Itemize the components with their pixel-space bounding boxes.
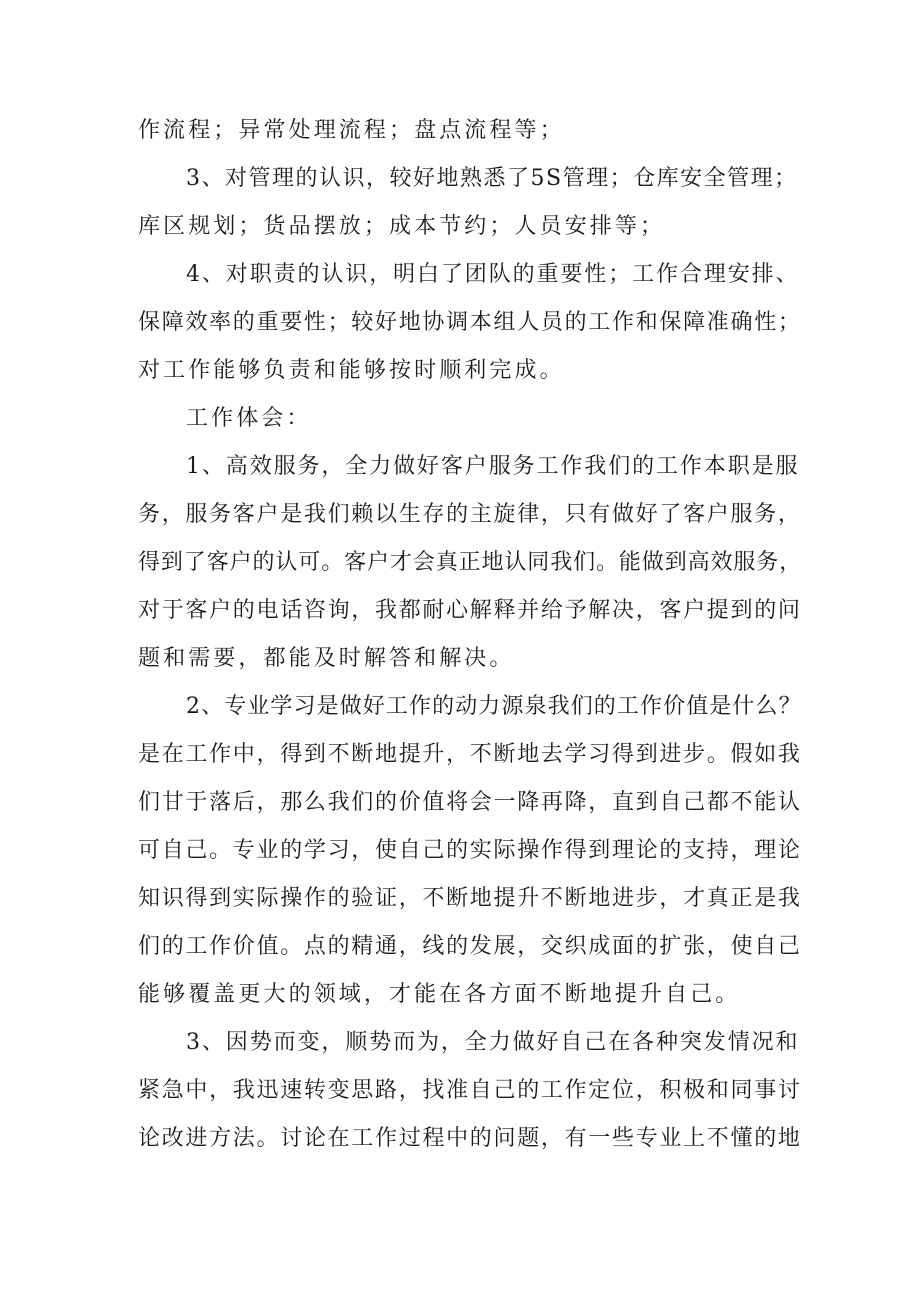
text-line: 得到了客户的认可。客户才会真正地认同我们。能做到高效服务，: [138, 550, 803, 575]
text-line: 们甘于落后，那么我们的价值将会一降再降，直到自己都不能认: [138, 790, 802, 815]
text-line: 库区规划；货品摆放；成本节约；人员安排等；: [138, 214, 666, 239]
text-line: 3、因势而变，顺势而为，全力做好自己在各种突发情况和: [186, 1030, 800, 1055]
text-line: 对于客户的电话咨询，我都耐心解释并给予解决，客户提到的问: [138, 598, 802, 623]
section-heading: 工作体会：: [186, 406, 312, 431]
text-line: 是在工作中，得到不断地提升，不断地去学习得到进步。假如我: [138, 742, 802, 767]
text-line: 作流程；异常处理流程；盘点流程等；: [138, 118, 565, 143]
text-line: 紧急中，我迅速转变思路，找准自己的工作定位，积极和同事讨: [138, 1078, 802, 1103]
text-line: 1、高效服务，全力做好客户服务工作我们的工作本职是服: [186, 454, 800, 479]
text-line: 可自己。专业的学习，使自己的实际操作得到理论的支持，理论: [138, 838, 802, 863]
text-line: 们的工作价值。点的精通，线的发展，交织成面的扩张，使自己: [138, 934, 802, 959]
text-line: 对工作能够负责和能够按时顺利完成。: [138, 358, 565, 383]
text-line: 能够覆盖更大的领域，才能在各方面不断地提升自己。: [138, 982, 741, 1007]
text-line: 题和需要，都能及时解答和解决。: [138, 646, 515, 671]
text-line: 2、专业学习是做好工作的动力源泉我们的工作价值是什么？: [186, 694, 802, 719]
text-line: 保障效率的重要性；较好地协调本组人员的工作和保障准确性；: [138, 310, 802, 335]
text-line: 论改进方法。讨论在工作过程中的问题，有一些专业上不懂的地: [138, 1126, 802, 1151]
text-line: 4、对职责的认识，明白了团队的重要性；工作合理安排、: [186, 262, 800, 287]
text-line: 3、对管理的认识，较好地熟悉了5S管理；仓库安全管理；: [186, 166, 798, 191]
text-line: 务，服务客户是我们赖以生存的主旋律，只有做好了客户服务，: [138, 502, 802, 527]
text-line: 知识得到实际操作的验证，不断地提升不断地进步，才真正是我: [138, 886, 802, 911]
